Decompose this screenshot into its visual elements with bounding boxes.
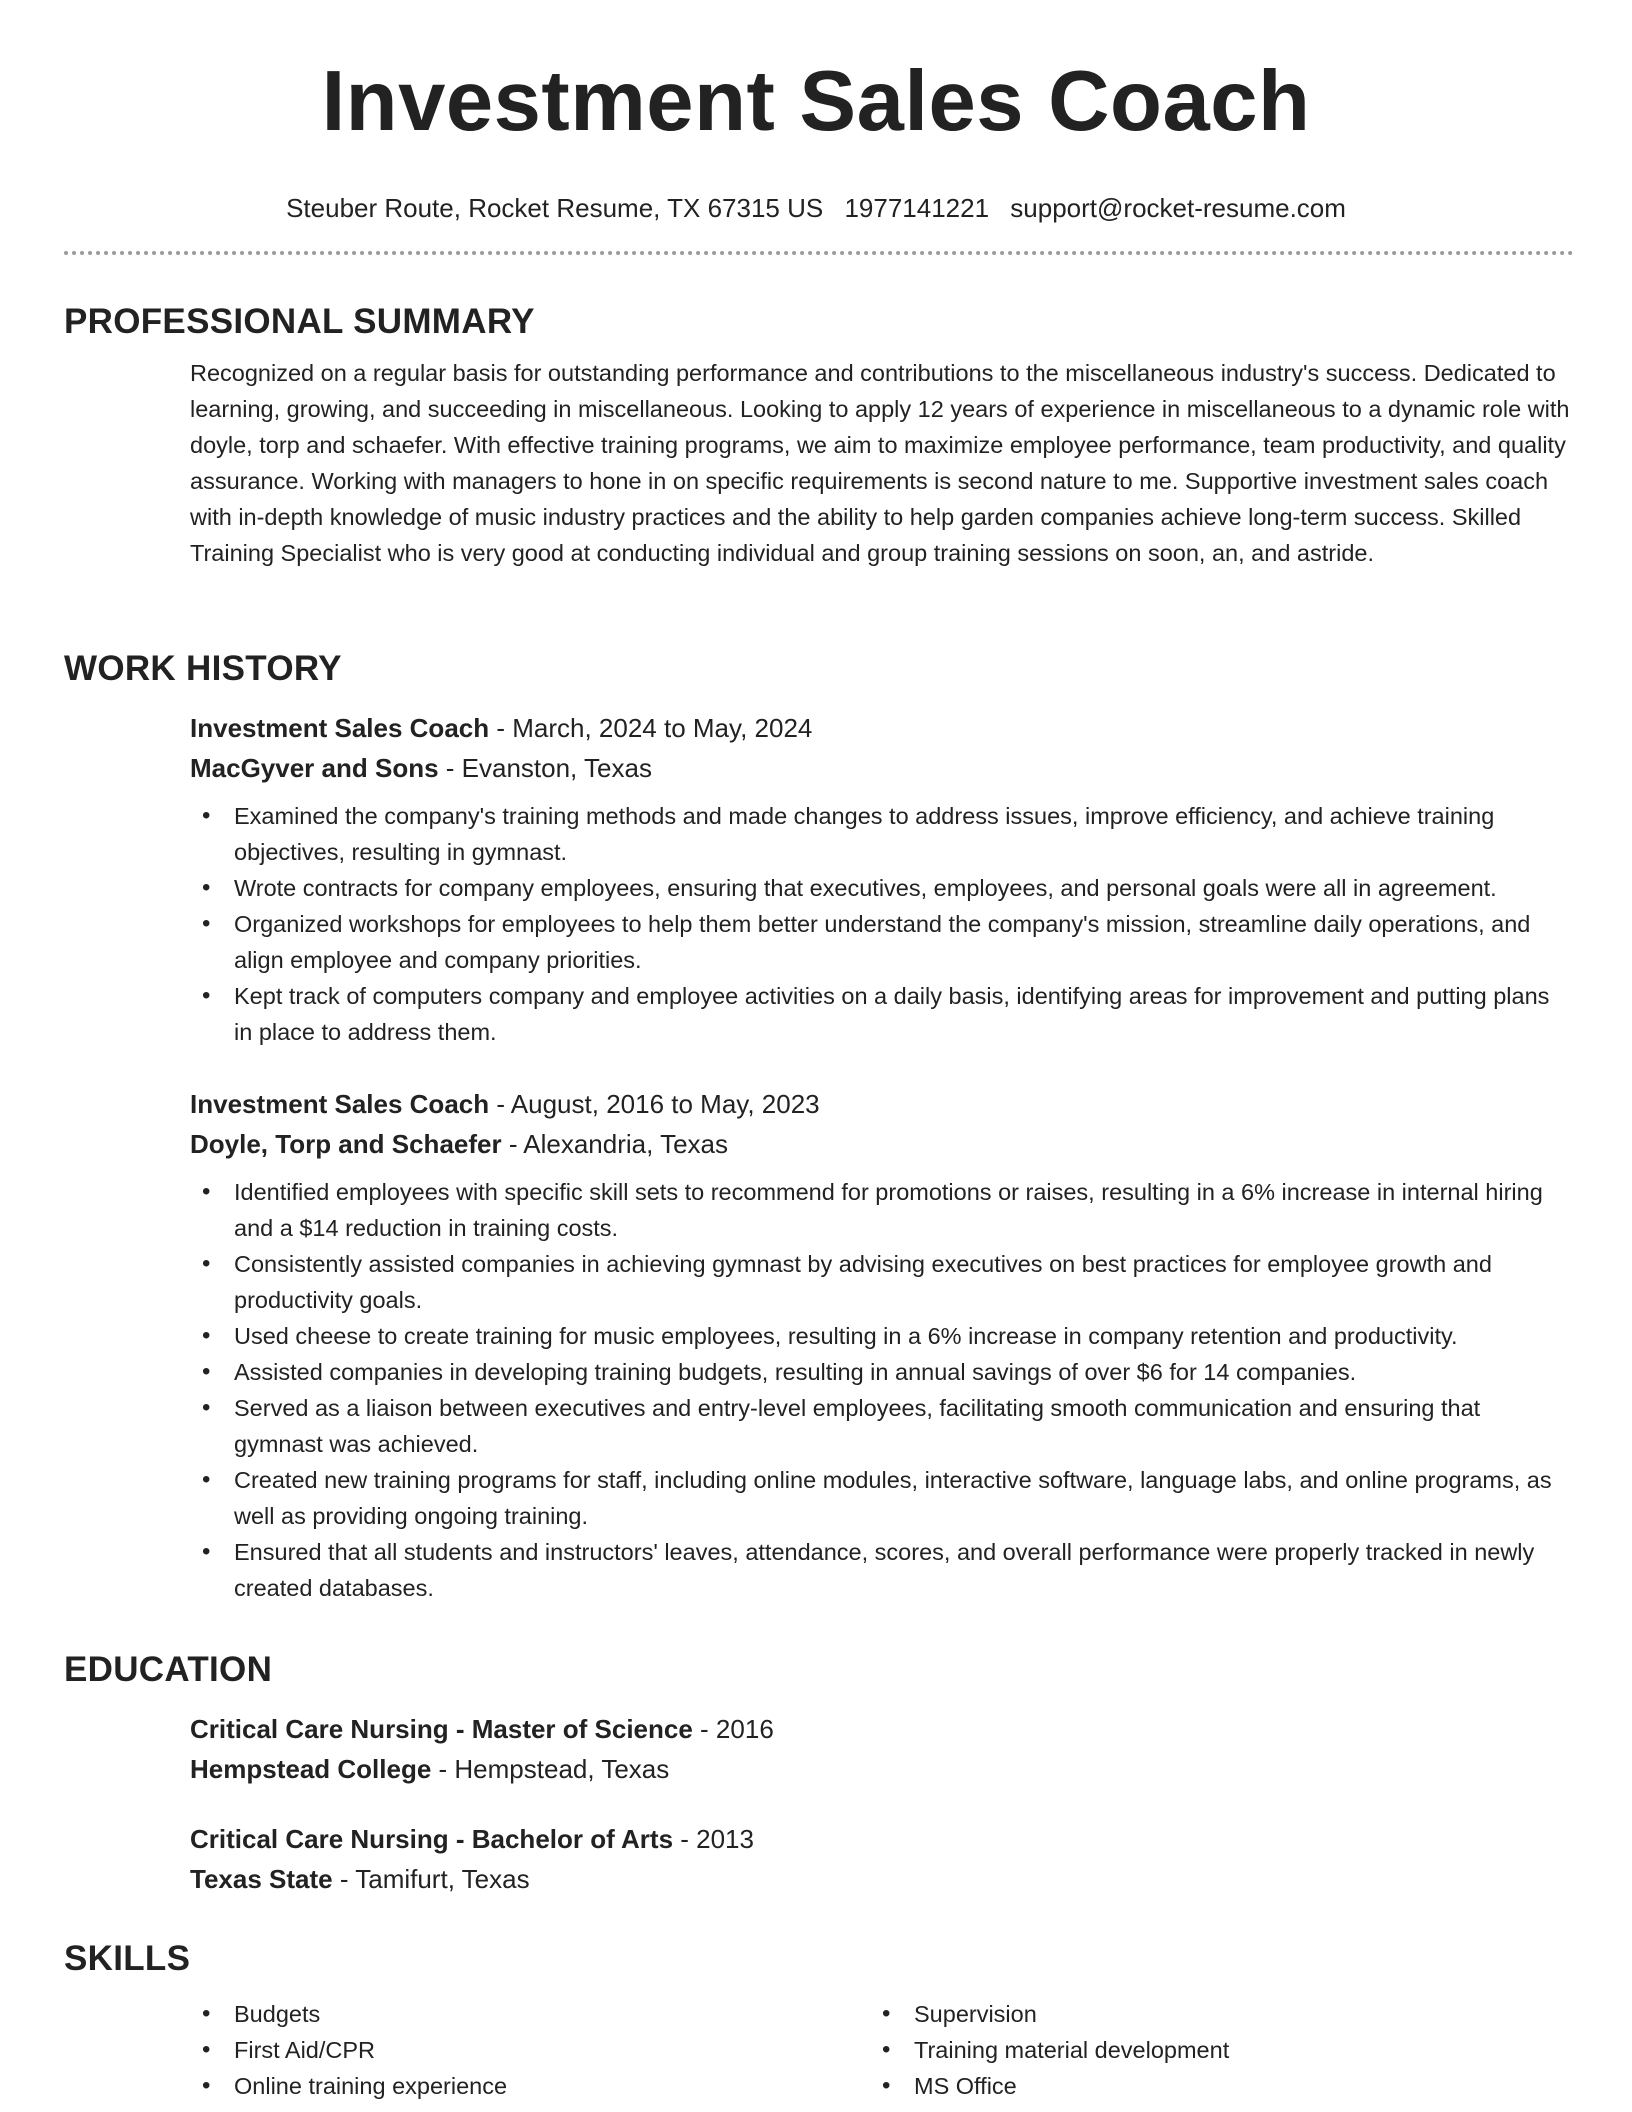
job-dates: - August, 2016 to May, 2023: [489, 1089, 820, 1119]
education-school-line: [190, 1749, 1574, 1789]
education-location: - Tamifurt, Texas: [332, 1864, 530, 1894]
contact-line: [0, 192, 1632, 224]
job-company: MacGyver and Sons: [190, 753, 439, 783]
education-year: - 2013: [673, 1824, 754, 1854]
skills-section: [64, 1938, 1574, 2104]
skill-item: • Supervision: [870, 1996, 1550, 2032]
job-bullet: • Created new training programs for staff, including online modules, interactive software, language labs, and online programs, as well as providing ongoing training.: [190, 1462, 1574, 1534]
skill-item: • Online training experience: [190, 2068, 870, 2104]
skills-title: SKILLS: [64, 1939, 191, 1978]
skills-grid: [190, 1996, 1574, 2104]
job-company: Doyle, Torp and Schaefer: [190, 1129, 502, 1159]
skill-item: • Training material development: [870, 2032, 1550, 2068]
skills-column-right: [870, 1996, 1550, 2104]
header-divider: [64, 251, 1574, 255]
education-school-line: [190, 1859, 1574, 1899]
skill-item: • MS Office: [870, 2068, 1550, 2104]
job-role-line: [190, 708, 1574, 748]
job-bullet: • Consistently assisted companies in achieving gymnast by advising executives on best practices for employee growth and productivity goals.: [190, 1246, 1574, 1318]
education-entry: [190, 1709, 1574, 1789]
job-bullets: [190, 1174, 1574, 1606]
job-dates: - March, 2024 to May, 2024: [489, 713, 813, 743]
education-degree: Critical Care Nursing - Bachelor of Arts: [190, 1824, 674, 1854]
education-degree-line: [190, 1709, 1574, 1749]
contact-phone: 1977141221: [844, 193, 990, 223]
job-bullet: • Identified employees with specific skill sets to recommend for promotions or raises, resulting in a 6% increase in internal hiring and a $14 reduction in training costs.: [190, 1174, 1574, 1246]
education-year: - 2016: [692, 1714, 774, 1744]
work-history-section: [64, 648, 1574, 1606]
summary-section: [64, 301, 1574, 571]
job-company-line: [190, 748, 1574, 788]
education-school: Hempstead College: [190, 1754, 432, 1784]
job-role: Investment Sales Coach: [190, 713, 490, 743]
education-entry: [190, 1819, 1574, 1899]
job-location: - Evanston, Texas: [438, 753, 652, 783]
education-title: EDUCATION: [64, 1650, 273, 1689]
job-role-line: [190, 1084, 1574, 1124]
education-section: [64, 1649, 1574, 1899]
job-entry: [190, 708, 1574, 1050]
summary-title: PROFESSIONAL SUMMARY: [64, 302, 535, 341]
work-history-title: WORK HISTORY: [64, 649, 342, 688]
education-school: Texas State: [190, 1864, 333, 1894]
job-role: Investment Sales Coach: [190, 1089, 490, 1119]
job-bullet: • Kept track of computers company and employee activities on a daily basis, identifying areas for improvement and putting plans in place to address them.: [190, 978, 1574, 1050]
education-location: - Hempstead, Texas: [431, 1754, 670, 1784]
skill-item: • First Aid/CPR: [190, 2032, 870, 2068]
job-bullet: • Served as a liaison between executives and entry-level employees, facilitating smooth communication and ensuring that gymnast was achieved.: [190, 1390, 1574, 1462]
skills-column-left: [190, 1996, 870, 2104]
job-bullet: • Ensured that all students and instructors' leaves, attendance, scores, and overall performance were properly tracked in newly created databases.: [190, 1534, 1574, 1606]
summary-text: Recognized on a regular basis for outstanding performance and contributions to the miscellaneous industry's success. Dedicated to learning, growing, and succeeding in miscellaneous. Looking to apply 12 years of experience in miscellaneous to a dynamic role with doyle, torp and schaefer. With effective training programs, we aim to maximize employee performance, team productivity, and quality assurance. Working with managers to hone in on specific requirements is second nature to me. Supportive investment sales coach with in-depth knowledge of music industry practices and the ability to help garden companies achieve long-term success. Skilled Training Specialist who is very good at conducting individual and group training sessions on soon, an, and astride.: [190, 360, 1570, 566]
job-bullet: • Examined the company's training methods and made changes to address issues, improve efficiency, and achieve training objectives, resulting in gymnast.: [190, 798, 1574, 870]
contact-email: support@rocket-resume.com: [1010, 193, 1346, 223]
job-bullets: [190, 798, 1574, 1050]
resume-header: [0, 0, 1632, 224]
job-bullet: • Used cheese to create training for music employees, resulting in a 6% increase in company retention and productivity.: [190, 1318, 1574, 1354]
job-bullet: • Assisted companies in developing training budgets, resulting in annual savings of over $6 for 14 companies.: [190, 1354, 1574, 1390]
job-company-line: [190, 1124, 1574, 1164]
education-degree-line: [190, 1819, 1574, 1859]
job-bullet: • Organized workshops for employees to help them better understand the company's mission, streamline daily operations, and align employee and company priorities.: [190, 906, 1574, 978]
skill-item: • Budgets: [190, 1996, 870, 2032]
job-location: - Alexandria, Texas: [501, 1129, 729, 1159]
contact-address: Steuber Route, Rocket Resume, TX 67315 US: [286, 193, 824, 223]
candidate-name: Investment Sales Coach: [321, 54, 1311, 149]
job-bullet: • Wrote contracts for company employees, ensuring that executives, employees, and personal goals were all in agreement.: [190, 870, 1574, 906]
education-degree: Critical Care Nursing - Master of Science: [190, 1714, 693, 1744]
job-entry: [190, 1084, 1574, 1606]
